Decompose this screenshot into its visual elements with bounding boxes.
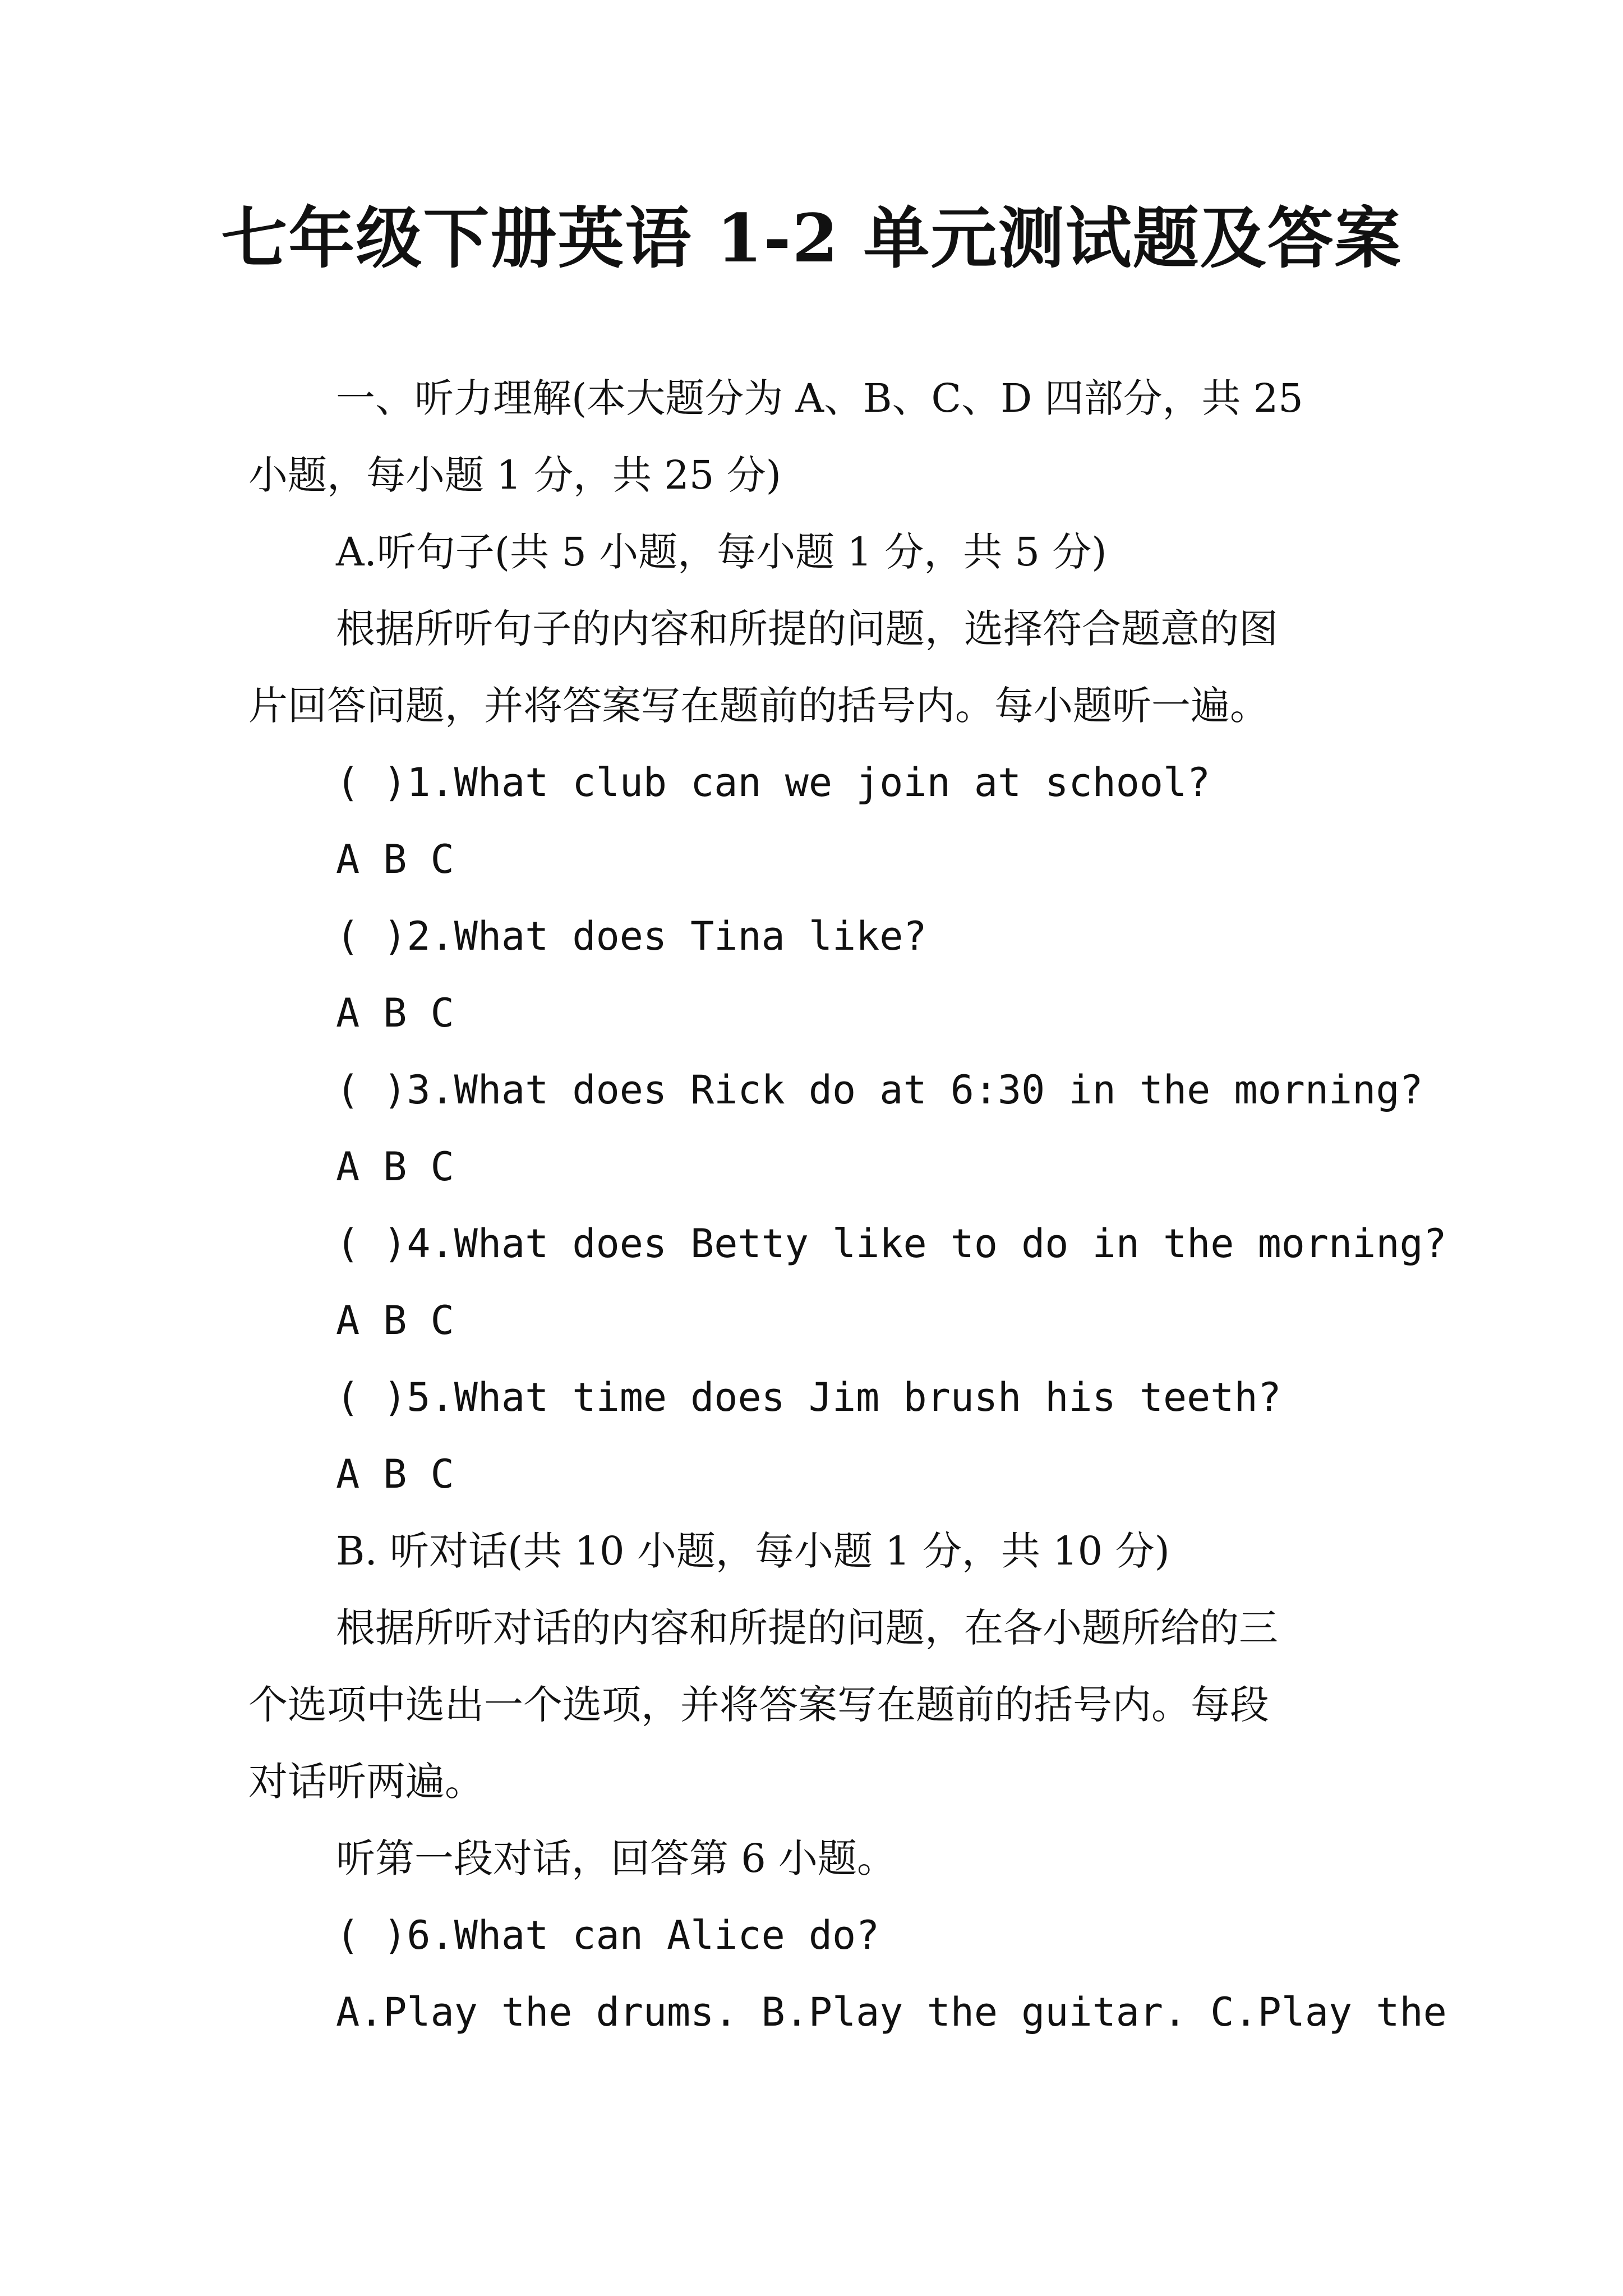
question-1-options: A B C <box>336 836 454 882</box>
part-a-instruction-cont: 片回答问题，并将答案写在题前的括号内。每小题听一遍。 <box>248 683 1269 729</box>
question-5: ( )5.What time does Jim brush his teeth? <box>336 1374 1281 1420</box>
part-a-heading: A.听句子(共 5 小题，每小题 1 分，共 5 分) <box>336 529 1107 575</box>
question-4-options: A B C <box>336 1297 454 1343</box>
document-title: 七年级下册英语 1-2 单元测试题及答案 <box>221 199 1402 277</box>
dialogue-one-intro: 听第一段对话，回答第 6 小题。 <box>336 1835 897 1881</box>
part-a-instruction: 根据所听句子的内容和所提的问题，选择符合题意的图 <box>336 606 1278 652</box>
question-6: ( )6.What can Alice do? <box>336 1912 880 1958</box>
question-5-options: A B C <box>336 1451 454 1497</box>
part-b-instruction-cont: 个选项中选出一个选项，并将答案写在题前的括号内。每段 <box>248 1682 1269 1728</box>
part-b-heading: B. 听对话(共 10 小题，每小题 1 分，共 10 分) <box>336 1528 1170 1574</box>
part-b-instruction-end: 对话听两遍。 <box>248 1759 484 1805</box>
question-3-options: A B C <box>336 1144 454 1190</box>
question-6-options: A.Play the drums. B.Play the guitar. C.Play the <box>336 1989 1447 2035</box>
section-one-heading: 一、听力理解(本大题分为 A、B、C、D 四部分，共 25 <box>336 375 1303 421</box>
question-2: ( )2.What does Tina like? <box>336 913 927 959</box>
question-2-options: A B C <box>336 990 454 1036</box>
section-one-heading-cont: 小题，每小题 1 分，共 25 分) <box>248 452 781 498</box>
part-b-instruction: 根据所听对话的内容和所提的问题，在各小题所给的三 <box>336 1605 1278 1651</box>
question-3: ( )3.What does Rick do at 6:30 in the morning? <box>336 1067 1423 1113</box>
question-4: ( )4.What does Betty like to do in the morning? <box>336 1221 1447 1267</box>
question-1: ( )1.What club can we join at school? <box>336 760 1211 806</box>
